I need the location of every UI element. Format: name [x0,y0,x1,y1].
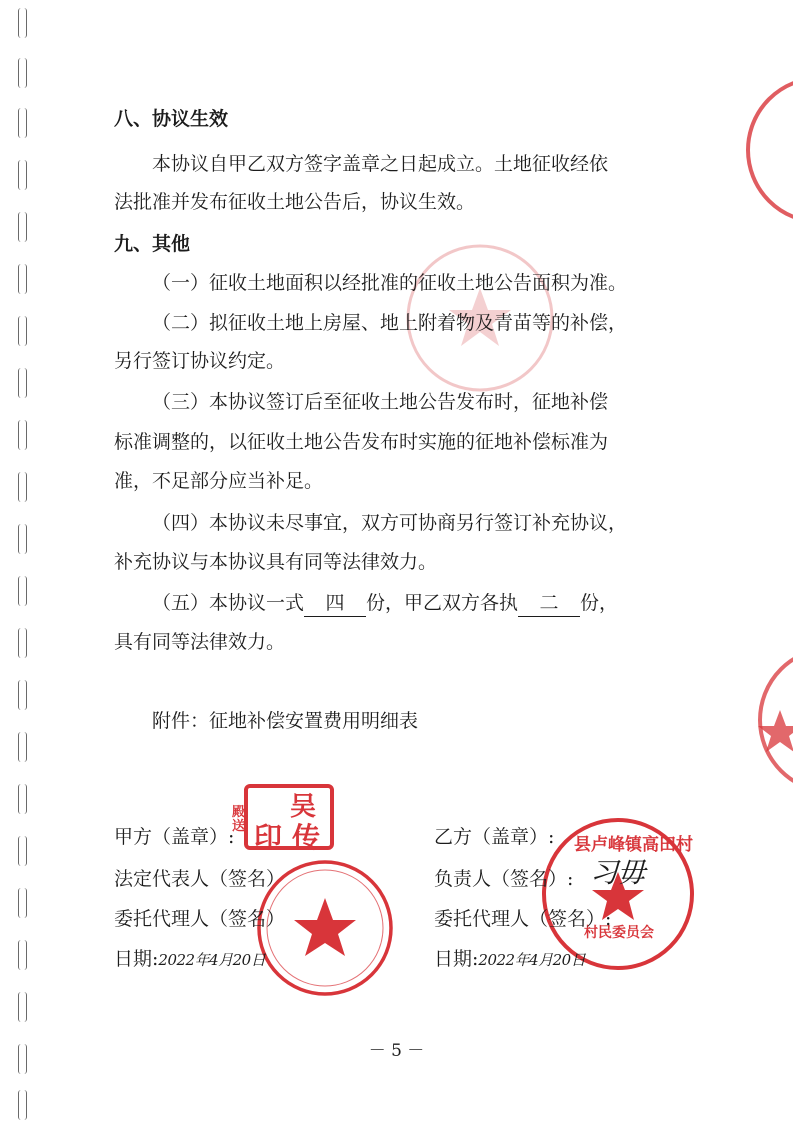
page-number: － 5 － [368,1041,425,1061]
item5-prefix: （五）本协议一式 [152,592,305,614]
binding-holes [0,0,44,1122]
section8-heading: 八、协议生效 [114,108,229,130]
section9-item4-line2: 补充协议与本协议具有同等法律效力。 [114,551,438,573]
personal-seal-char-2: 印 [254,821,283,854]
party-b-date [434,944,585,975]
section9-item3-line1: （三）本协议签订后至征收土地公告发布时，征地补偿 [152,391,609,413]
party-b-seal-bottom: 村民委员会 [584,925,654,941]
party-b-seal-text: 县卢峰镇高田村 [574,835,693,855]
party-b-rep-label: 负责人（签名）: [434,868,574,890]
section9-item5-line2: 具有同等法律效力。 [114,631,286,653]
party-b-agent-label: 委托代理人（签名）: [434,908,612,930]
edge-seal-top [740,70,793,230]
personal-seal-char-3: 传 [292,821,321,854]
section9-heading: 九、其他 [114,233,191,255]
party-a-date-value: 2022年4月20日 [158,951,266,969]
item5-copies-field: 四 [304,590,366,617]
section9-item5-line1 [114,585,712,622]
section9-item1: （一）征收土地面积以经批准的征收土地公告面积为准。 [152,272,628,294]
party-b-date-value: 2022年4月20日 [478,951,586,969]
party-b-seal-label: 乙方（盖章）: [434,826,555,848]
item5-each-field: 二 [518,590,580,617]
party-b-date-label: 日期: [434,948,479,970]
party-b-signature: 习毋 [590,856,646,889]
party-a-seal-label: 甲方（盖章）: [114,826,235,848]
item5-middle: 份，甲乙双方各执 [366,592,519,614]
section9-item4-line1: （四）本协议未尽事宜，双方可协商另行签订补充协议， [152,512,628,534]
edge-seal-bottom [752,640,793,800]
party-a-rep-label: 法定代表人（签名） [114,868,286,890]
attachment-line: 附件：征地补偿安置费用明细表 [152,710,419,732]
personal-seal-side: 殿送 [232,805,246,834]
section8-line2: 法批准并发布征收土地公告后，协议生效。 [114,191,476,213]
party-a-agent-label: 委托代理人（签名） [114,908,286,930]
section9-item2-line1: （二）拟征收土地上房屋、地上附着物及青苗等的补偿， [152,312,628,334]
section9-item3-line2: 标准调整的，以征收土地公告发布时实施的征地补偿标准为 [114,431,609,453]
party-a-date-label: 日期: [114,948,159,970]
section9-item2-line2: 另行签订协议约定。 [114,350,286,372]
item5-suffix: 份， [580,592,619,614]
party-a-date [114,944,265,975]
section8-line1: 本协议自甲乙双方签字盖章之日起成立。土地征收经依 [152,153,609,175]
section9-item3-line3: 准，不足部分应当补足。 [114,470,324,492]
personal-seal-char-1: 吴 [290,792,317,822]
